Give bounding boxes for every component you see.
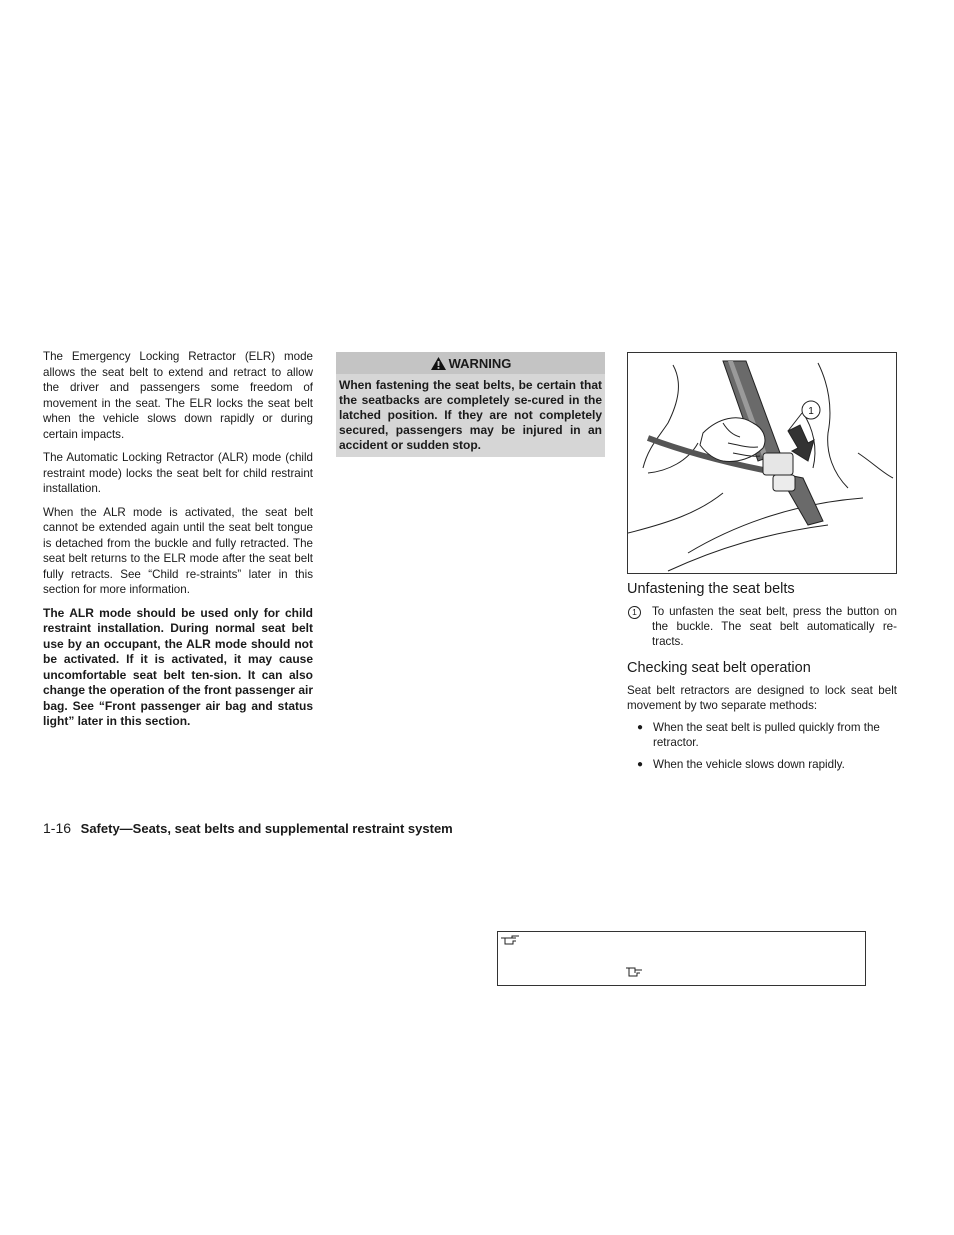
bullet-icon: ● (636, 759, 644, 770)
alr-bold-note: The ALR mode should be used only for child restraint installation. During normal seat belt use by an occupant, the ALR mode should not be activated. If it is activated, it may cause uncomfortable seat belt ten-sion. It can also change the operation of the front passenger air bag. See “Front passenger air bag and status light” later in this section. (43, 605, 313, 728)
bullet-icon: ● (636, 722, 644, 733)
bullet-text: When the seat belt is pulled quickly from the retractor. (653, 721, 880, 749)
list-item (627, 757, 897, 772)
warning-text: When fastening the seat belts, be certain that the seatbacks are completely se-cured in the latched position. If they are not completely secured, passengers may be injured in an accident or sudden stop. (339, 378, 602, 452)
warning-triangle-icon (430, 356, 447, 371)
step-1-text: To unfasten the seat belt, press the button on the buckle. The seat belt automatically re-tracts. (652, 605, 897, 648)
figure-callout-1: 1 (808, 406, 814, 417)
step-1 (627, 604, 897, 649)
list-item (627, 720, 897, 750)
heading-unfastening: Unfastening the seat belts (627, 581, 795, 597)
pointing-hand-icon (500, 934, 520, 946)
seat-belt-illustration (627, 352, 897, 574)
section-title: Safety—Seats, seat belts and supplemental restraint system (80, 821, 453, 836)
paragraph-alr: The Automatic Locking Retractor (ALR) mode (child restraint mode) locks the seat belt for child restraint installation. (43, 451, 313, 495)
bullet-text: When the vehicle slows down rapidly. (653, 758, 845, 771)
pointing-hand-icon (625, 966, 643, 978)
page-number: 1-16 (43, 820, 72, 836)
paragraph-elr: The Emergency Locking Retractor (ELR) mode allows the seat belt to extend and retract to allow the driver and passengers some freedom of movement in the seat. The ELR locks the seat belt when the vehicle slows down rapidly or during certain impacts. (43, 350, 313, 441)
warning-box (336, 352, 605, 457)
left-column (43, 349, 313, 738)
paragraph-alr-activated: When the ALR mode is activated, the seat belt cannot be extended again until the seat belt tongue is detached from the buckle and fully retracted. The seat belt returns to the ELR mode after the seat belt fully retracts. See “Child re-straints” later in this section for more information. (43, 505, 313, 596)
right-column (627, 580, 897, 779)
checking-intro: Seat belt retractors are designed to lock seat belt movement by two separate methods: (627, 684, 897, 712)
heading-checking: Checking seat belt operation (627, 660, 811, 676)
warning-header (336, 352, 605, 374)
step-1-marker: 1 (628, 606, 641, 619)
page-footer (43, 820, 453, 837)
unfasten-belt-drawing (628, 353, 896, 573)
warning-title: WARNING (448, 355, 512, 371)
note-box (497, 931, 866, 986)
